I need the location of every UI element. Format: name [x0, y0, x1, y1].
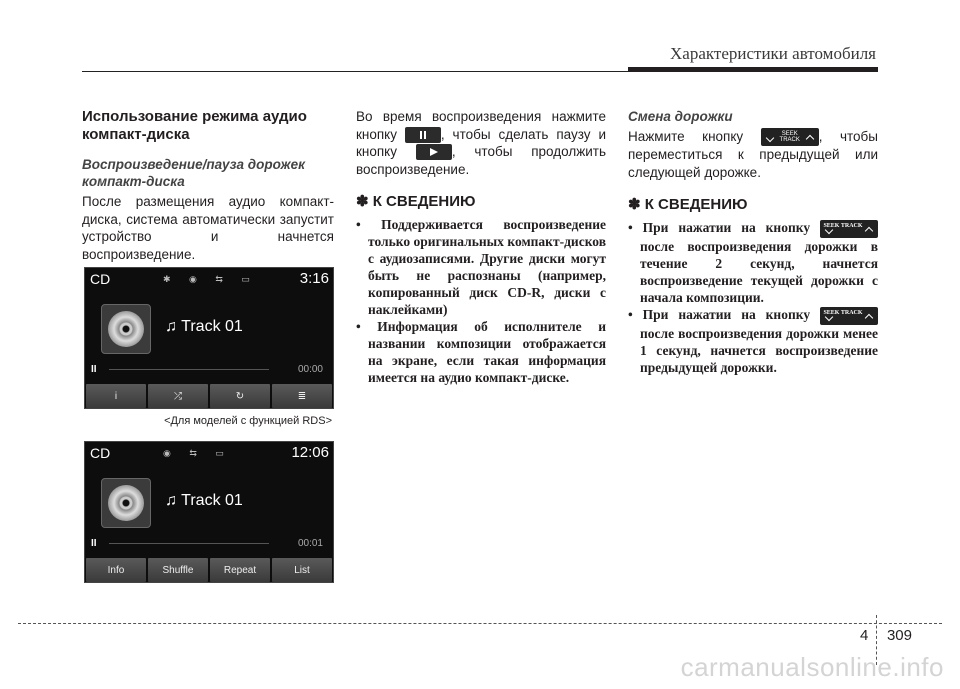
- seek-track-button-icon: SEEK TRACK: [761, 128, 819, 146]
- section-subheading: Воспроизведение/пауза дорожек компакт-диска: [82, 157, 305, 189]
- list-button[interactable]: List: [272, 558, 332, 582]
- audio-screen-rds: [84, 267, 334, 409]
- elapsed-time: 00:01: [297, 538, 323, 549]
- note-heading: ✽ К СВЕДЕНИЮ: [356, 193, 476, 210]
- shuffle-button[interactable]: ⤮: [148, 384, 208, 408]
- note-item: • Информация об исполнителе и названии композиции отображается на экране, если такая информация имеется на аудио компакт-диске.: [356, 319, 606, 385]
- track-title: ♫ Track 01: [165, 492, 243, 509]
- clock: 12:06: [291, 444, 329, 461]
- chapter-number: 4: [860, 627, 869, 644]
- page-number: 309: [886, 627, 912, 644]
- repeat-button[interactable]: Repeat: [210, 558, 270, 582]
- status-icons: ◉ ⇆ ▭: [163, 448, 232, 458]
- audio-screen-standard: [84, 441, 334, 583]
- pause-icon[interactable]: II: [91, 538, 97, 549]
- column-3: [628, 108, 878, 376]
- elapsed-time: 00:00: [297, 364, 323, 375]
- section-paragraph: После размещения аудио компакт-диска, система автоматически запустит устройство и начнется воспроизведение.: [82, 194, 334, 262]
- watermark: carmanualsonline.info: [680, 652, 944, 682]
- note-item: • При нажатии на кнопку SEEK TRACK после воспроизведения дорожки менее 1 секунд, начнется воспроизведение предыдущей дорожки.: [628, 307, 878, 376]
- footer-rule: [18, 623, 942, 624]
- pause-button-icon: [405, 127, 441, 143]
- progress-bar: [109, 369, 269, 370]
- shuffle-button[interactable]: Shuffle: [148, 558, 208, 582]
- progress-bar: [109, 543, 269, 544]
- column-1: [82, 108, 334, 263]
- column-2: [356, 108, 606, 386]
- info-button[interactable]: i: [86, 384, 146, 408]
- track-change-subheading: Смена дорожки: [628, 109, 733, 124]
- header-rule-accent: [628, 67, 878, 72]
- pause-icon[interactable]: II: [91, 364, 97, 375]
- screen-button-bar: [85, 384, 333, 408]
- screen-caption: <Для моделей с функцией RDS>: [164, 415, 332, 427]
- section-heading: Использование режима аудио компакт-диска: [82, 108, 307, 143]
- clock: 3:16: [299, 270, 329, 287]
- screen-button-bar: [85, 558, 333, 582]
- status-icons: ✱ ◉ ⇆ ▭: [163, 274, 258, 284]
- note-item: • При нажатии на кнопку SEEK TRACK после воспроизведения дорожки в течение 2 секунд, начнется воспроизведение текущей дорожки с начала композиции.: [628, 220, 878, 306]
- pause-play-paragraph: Во время воспроизведения нажмите кнопку , чтобы сделать паузу и кнопку , чтобы продолжить воспроизведение.: [356, 109, 606, 177]
- note-heading: ✽ К СВЕДЕНИЮ: [628, 196, 748, 214]
- header-rule: [82, 71, 628, 72]
- seek-track-button-icon: SEEK TRACK: [820, 220, 878, 238]
- disc-icon: [101, 478, 151, 528]
- header-title: Характеристики автомобиля: [670, 44, 876, 63]
- track-title: ♫ Track 01: [165, 318, 243, 335]
- disc-icon: [101, 304, 151, 354]
- seek-track-button-icon: SEEK TRACK: [820, 307, 878, 325]
- source-label: CD: [90, 271, 111, 287]
- note-list: [356, 216, 606, 386]
- repeat-button[interactable]: ↻: [210, 384, 270, 408]
- info-button[interactable]: Info: [86, 558, 146, 582]
- list-button[interactable]: ≣: [272, 384, 332, 408]
- note-item: • Поддерживается воспроизведение только оригинальных компакт-дисков с аудиозаписями. Другие диски могут быть не распознаны (например, копированный диск CD-R, диски с наклейками): [356, 217, 606, 317]
- source-label: CD: [90, 445, 111, 461]
- track-change-paragraph: Нажмите кнопку SEEK TRACK , чтобы переместиться к предыдущей или следующей дорожке.: [628, 129, 878, 180]
- play-button-icon: [416, 144, 452, 160]
- note-list: [628, 219, 878, 376]
